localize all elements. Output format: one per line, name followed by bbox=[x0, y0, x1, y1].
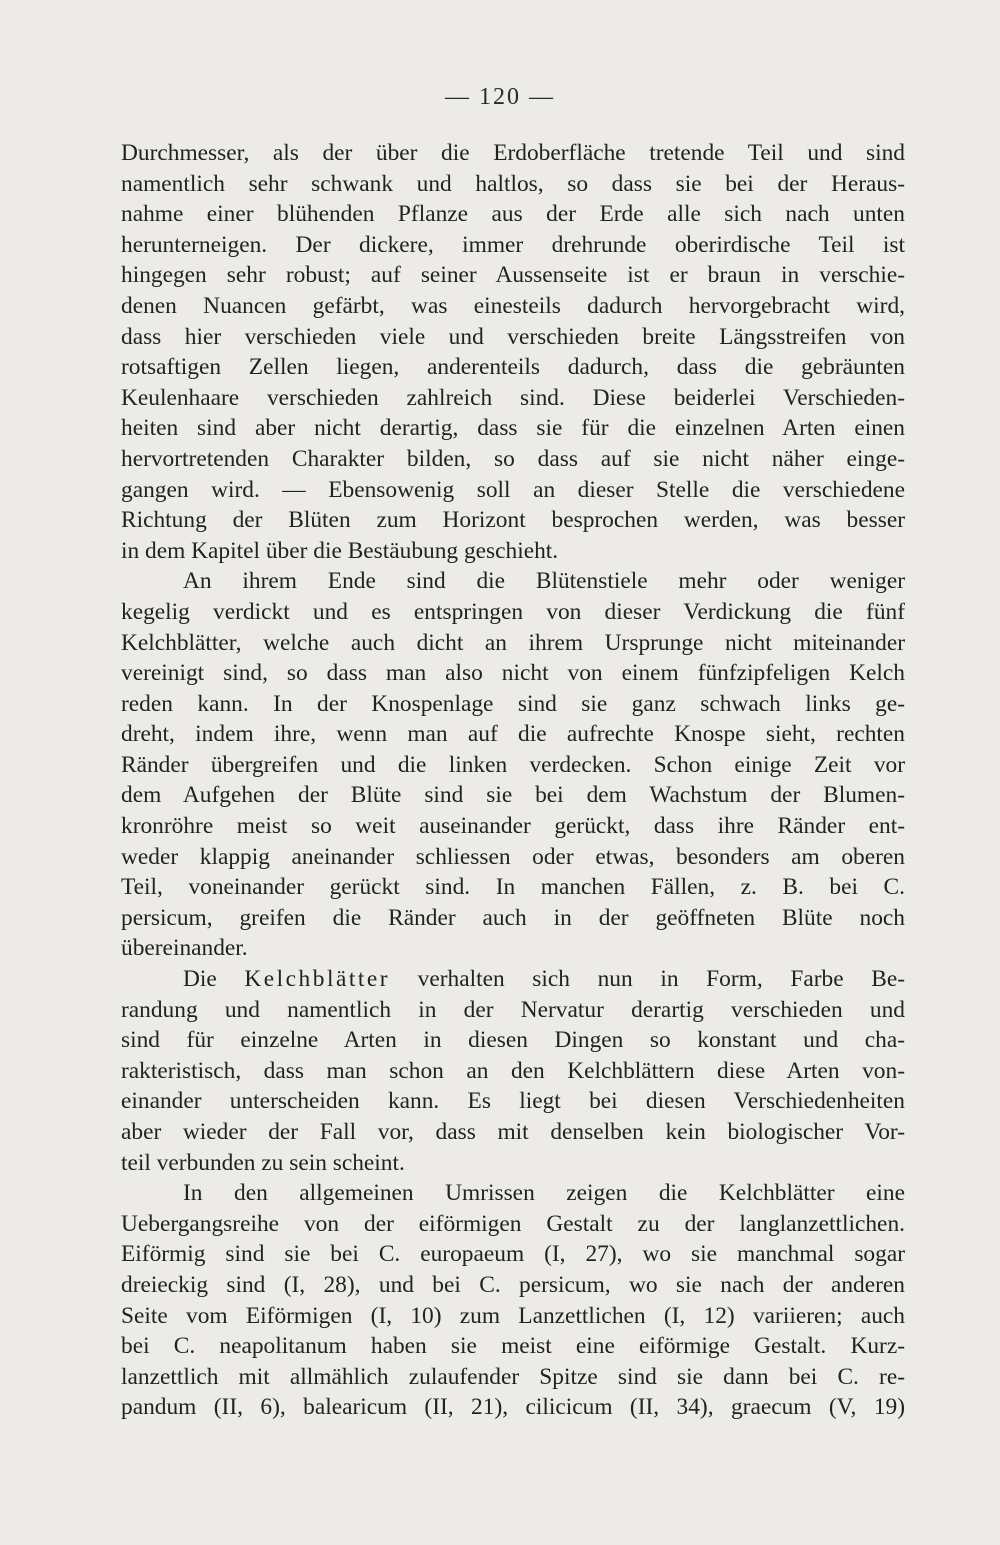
text-line: in dem Kapitel über die Bestäubung geschieht. bbox=[121, 537, 559, 564]
text-line: rotsaftigen Zellen liegen, anderenteils dadurch, dass die gebräunten bbox=[121, 354, 905, 381]
text-line: dem Aufgehen der Blüte sind sie bei dem Wachstum der Blumen- bbox=[121, 782, 905, 809]
text-line: lanzettlich mit allmählich zulaufender Spitze sind sie dann bei C. re- bbox=[121, 1363, 905, 1390]
text-line: denen Nuancen gefärbt, was einesteils dadurch hervorgebracht wird, bbox=[121, 292, 905, 319]
text-line: vereinigt sind, so dass man also nicht von einem fünfzipfeligen Kelch bbox=[121, 660, 905, 687]
text-line: dass hier verschieden viele und verschieden breite Längsstreifen von bbox=[121, 323, 905, 350]
text-line: Uebergangsreihe von der eiförmigen Gestalt zu der langlanzettlichen. bbox=[121, 1210, 905, 1237]
emphasized-term: Kelchblätter bbox=[244, 966, 391, 993]
text-line: hingegen sehr robust; auf seiner Aussenseite ist er braun in verschie- bbox=[121, 262, 905, 289]
text-line: pandum (II, 6), balearicum (II, 21), cilicicum (II, 34), graecum (V, 19) bbox=[121, 1394, 905, 1421]
text-line: einander unterscheiden kann. Es liegt bei diesen Verschiedenheiten bbox=[121, 1088, 905, 1115]
text-segment: Die bbox=[183, 966, 245, 993]
page-number: — 120 — bbox=[445, 84, 555, 110]
text-segment: verhalten sich nun in Form, Farbe Be- bbox=[390, 966, 905, 993]
text-line: Teil, voneinander gerückt sind. In manchen Fällen, z. B. bei C. bbox=[121, 874, 905, 901]
text-line: weder klappig aneinander schliessen oder etwas, besonders am oberen bbox=[121, 843, 905, 870]
text-line: randung und namentlich in der Nervatur derartig verschieden und bbox=[121, 996, 905, 1023]
text-line: kegelig verdickt und es entspringen von dieser Verdickung die fünf bbox=[121, 598, 905, 625]
text-line: bei C. neapolitanum haben sie meist eine eiförmige Gestalt. Kurz- bbox=[121, 1333, 905, 1360]
text-line: Durchmesser, als der über die Erdoberfläche tretende Teil und sind bbox=[121, 140, 905, 166]
text-line: sind für einzelne Arten in diesen Dingen so konstant und cha- bbox=[121, 1027, 905, 1054]
text-line: Ränder übergreifen und die linken verdecken. Schon einige Zeit vor bbox=[121, 751, 905, 778]
text-line bbox=[121, 964, 905, 995]
text-line: teil verbunden zu sein scheint. bbox=[121, 1149, 405, 1176]
text-line: dreht, indem ihre, wenn man auf die aufrechte Knospe sieht, rechten bbox=[121, 721, 905, 748]
text-line: Eiförmig sind sie bei C. europaeum (I, 27), wo sie manchmal sogar bbox=[121, 1241, 905, 1268]
text-line: übereinander. bbox=[121, 935, 248, 962]
text-line: heiten sind aber nicht derartig, dass sie für die einzelnen Arten einen bbox=[121, 415, 905, 442]
text-line: reden kann. In der Knospenlage sind sie ganz schwach links ge- bbox=[121, 690, 905, 717]
text-line: nahme einer blühenden Pflanze aus der Erde alle sich nach unten bbox=[121, 201, 905, 228]
text-line: In den allgemeinen Umrissen zeigen die Kelchblätter eine bbox=[183, 1180, 905, 1207]
text-line: namentlich sehr schwank und haltlos, so dass sie bei der Heraus- bbox=[121, 170, 905, 197]
text-line: Keulenhaare verschieden zahlreich sind. Diese beiderlei Verschieden- bbox=[121, 384, 905, 411]
text-line: Seite vom Eiförmigen (I, 10) zum Lanzettlichen (I, 12) variieren; auch bbox=[121, 1302, 905, 1329]
text-line: rakteristisch, dass man schon an den Kelchblättern diese Arten von- bbox=[121, 1057, 905, 1084]
text-line: kronröhre meist so weit auseinander gerückt, dass ihre Ränder ent- bbox=[121, 813, 905, 840]
text-line: An ihrem Ende sind die Blütenstiele mehr oder weniger bbox=[183, 568, 905, 595]
text-line: Richtung der Blüten zum Horizont besprochen werden, was besser bbox=[121, 507, 905, 534]
body-text bbox=[121, 138, 905, 1423]
text-line: Kelchblätter, welche auch dicht an ihrem Ursprunge nicht miteinander bbox=[121, 629, 905, 656]
text-line: gangen wird. — Ebensowenig soll an dieser Stelle die verschiedene bbox=[121, 476, 905, 503]
text-line: dreieckig sind (I, 28), und bei C. persicum, wo sie nach der anderen bbox=[121, 1271, 905, 1298]
text-line: hervortretenden Charakter bilden, so dass auf sie nicht näher einge- bbox=[121, 445, 905, 472]
text-line: aber wieder der Fall vor, dass mit denselben kein biologischer Vor- bbox=[121, 1119, 905, 1145]
text-line: persicum, greifen die Ränder auch in der geöffneten Blüte noch bbox=[121, 904, 905, 931]
text-line: herunterneigen. Der dickere, immer drehrunde oberirdische Teil ist bbox=[121, 231, 905, 258]
